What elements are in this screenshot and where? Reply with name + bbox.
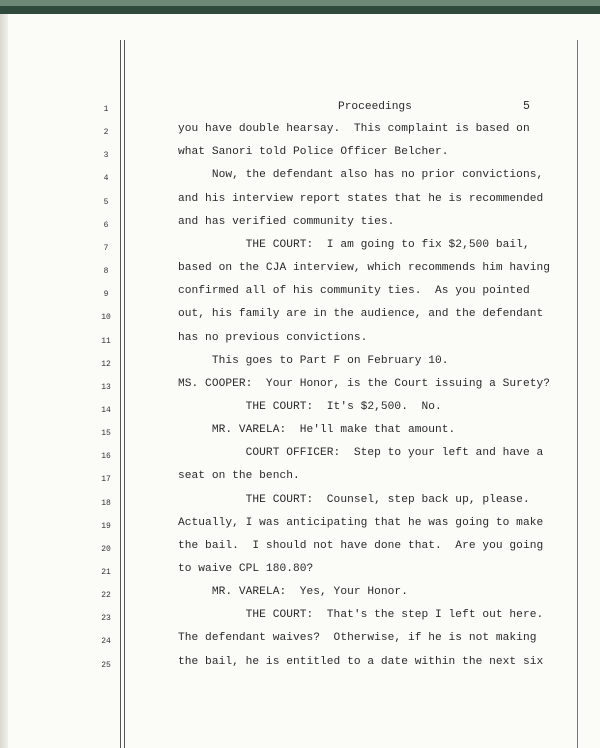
line-number: 19 bbox=[101, 521, 111, 531]
line-number: 5 bbox=[103, 197, 109, 207]
transcript-line-text: what Sanori told Police Officer Belcher. bbox=[178, 146, 449, 159]
line-number: 4 bbox=[103, 174, 109, 184]
line-number: 1 bbox=[103, 105, 109, 114]
transcript-line-text: This goes to Part F on February 10. bbox=[178, 354, 449, 367]
transcript-line-text: COURT OFFICER: Step to your left and have a bbox=[178, 447, 544, 460]
line-number: 17 bbox=[101, 475, 111, 485]
line-number: 14 bbox=[101, 405, 111, 415]
transcript-line-text: and has verified community ties. bbox=[178, 215, 395, 228]
line-number: 18 bbox=[101, 498, 111, 508]
line-number: 11 bbox=[101, 336, 111, 346]
line-number: 13 bbox=[101, 382, 111, 392]
transcript-line-text: the bail. I should not have done that. Are you going bbox=[178, 539, 544, 552]
line-number: 16 bbox=[101, 452, 111, 462]
line-number: 20 bbox=[101, 544, 111, 554]
transcript-line-text: based on the CJA interview, which recommends him having bbox=[178, 262, 550, 275]
line-number: 2 bbox=[103, 128, 109, 138]
line-number: 3 bbox=[103, 151, 109, 161]
line-number: 6 bbox=[103, 220, 109, 230]
transcript-line-text: you have double hearsay. This complaint is based on bbox=[178, 123, 530, 136]
transcript-line-text: confirmed all of his community ties. As you pointed bbox=[178, 285, 530, 298]
margin-rule-left-inner bbox=[124, 40, 125, 748]
transcript-line-text: MR. VARELA: Yes, Your Honor. bbox=[178, 586, 408, 599]
page-header-title: Proceedings bbox=[338, 101, 412, 113]
transcript-line-text: THE COURT: That's the step I left out here. bbox=[178, 609, 544, 622]
transcript-line-text: the bail, he is entitled to a date within the next six bbox=[178, 655, 544, 668]
transcript-line-text: out, his family are in the audience, and the defendant bbox=[178, 308, 544, 321]
line-number: 8 bbox=[103, 267, 109, 277]
transcript-line-text: and his interview report states that he is recommended bbox=[178, 192, 544, 205]
margin-rule-left-outer bbox=[120, 40, 121, 748]
transcript-line-text: Now, the defendant also has no prior convictions, bbox=[178, 169, 544, 182]
line-number: 7 bbox=[103, 243, 109, 253]
transcript-line-text: MR. VARELA: He'll make that amount. bbox=[178, 424, 456, 437]
transcript-line-text: seat on the bench. bbox=[178, 470, 300, 483]
line-number: 10 bbox=[101, 313, 111, 323]
line-number: 24 bbox=[101, 637, 111, 647]
transcript-line-text: THE COURT: It's $2,500. No. bbox=[178, 400, 442, 413]
line-number: 25 bbox=[101, 660, 111, 670]
line-number: 21 bbox=[101, 568, 111, 577]
line-number: 15 bbox=[101, 429, 111, 439]
margin-rule-right bbox=[577, 40, 578, 748]
transcript-line-text: has no previous convictions. bbox=[178, 331, 368, 344]
transcript-line-text: Actually, I was anticipating that he was going to make bbox=[178, 516, 544, 529]
transcript-line-text: to waive CPL 180.80? bbox=[178, 563, 314, 575]
transcript-line-text: MS. COOPER: Your Honor, is the Court issuing a Surety? bbox=[178, 377, 550, 390]
line-number: 22 bbox=[101, 591, 111, 601]
line-number: 9 bbox=[103, 290, 109, 300]
transcript-line-text: THE COURT: Counsel, step back up, please. bbox=[178, 493, 530, 506]
line-number: 12 bbox=[101, 359, 111, 369]
page-number: 5 bbox=[523, 100, 530, 113]
transcript-line-text: The defendant waives? Otherwise, if he is not making bbox=[178, 632, 537, 645]
line-number: 23 bbox=[101, 614, 111, 624]
transcript-line-text: THE COURT: I am going to fix $2,500 bail, bbox=[178, 238, 530, 251]
